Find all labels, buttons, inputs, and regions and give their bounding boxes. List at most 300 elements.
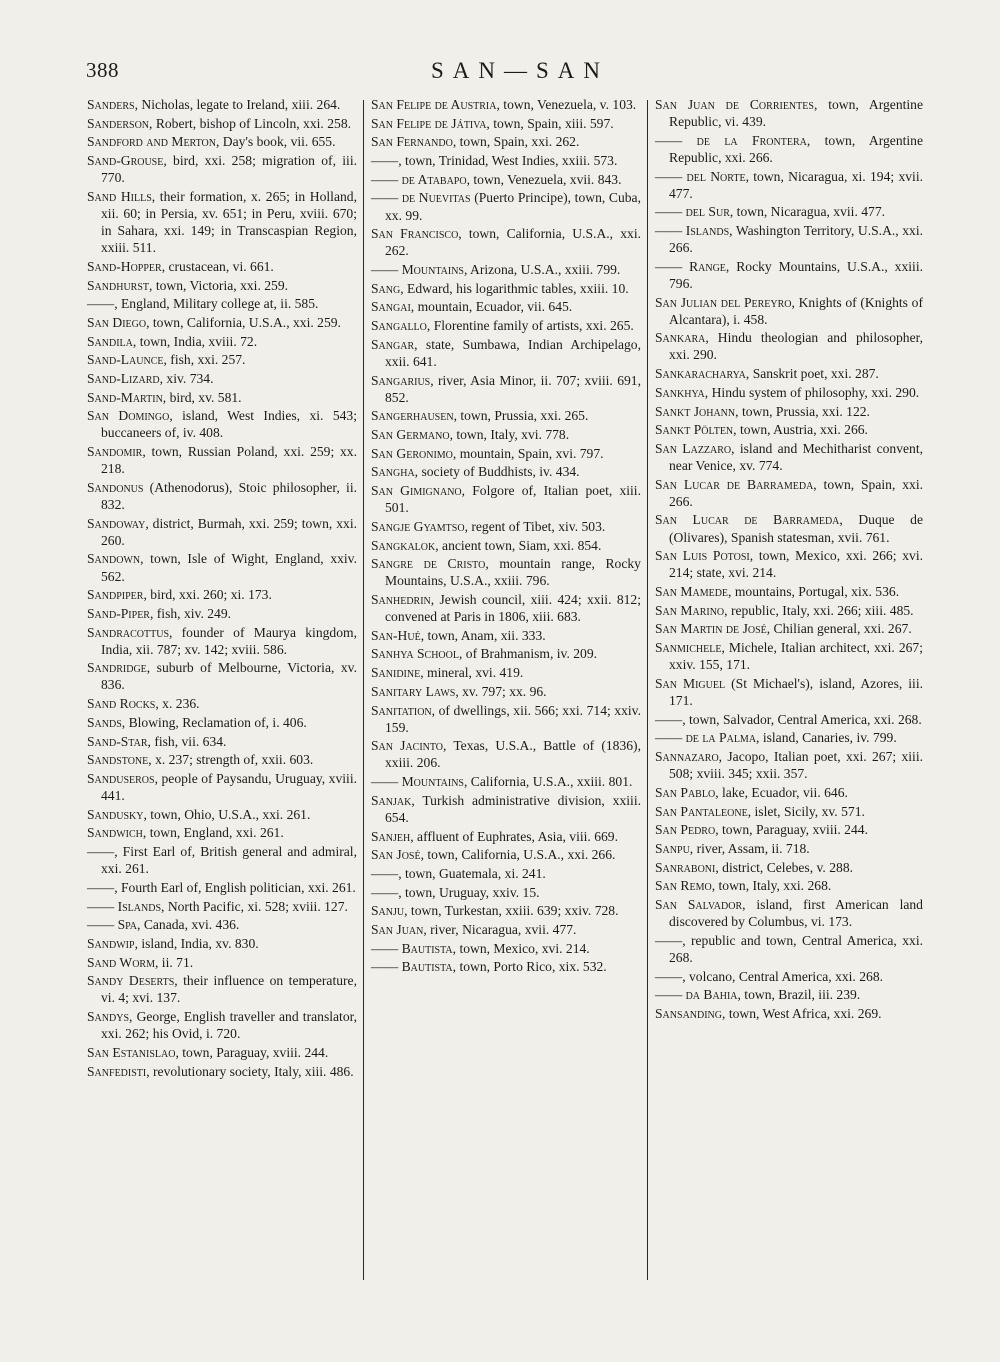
index-entry [87,714,357,731]
entry-reference: , town, Victoria, xxi. 259. [149,277,289,293]
entry-headword: —— de Nuevitas [371,190,471,206]
index-entry [87,843,357,877]
entry-headword: San Jacinto [371,738,444,754]
entry-headword: Sand-Star [87,733,148,749]
index-entry [655,96,923,130]
index-entry [371,664,641,681]
entry-reference: , town, Venezuela, xvii. 843. [466,171,622,187]
entry-headword: Sanju [371,903,405,919]
index-entry [371,828,641,845]
index-entry [87,258,357,275]
entry-headword: San Felipe de Játiva [371,115,487,131]
entry-reference: , town, West Africa, xxi. 269. [722,1005,882,1021]
index-entry [655,748,923,782]
entry-reference: , their formation, x. 265; in Holland, xii. 60; in Persia, xv. 651; in Peru, xviii. 670; in Sahara, xxi. 149; in Transcaspian Region, xxiii. 511. [101,188,357,256]
entry-headword: Sannazaro [655,749,719,765]
index-entry [371,463,641,480]
entry-reference: , x. 237; strength of, xxii. 603. [148,752,314,768]
index-entry [655,403,923,420]
entry-reference: , Blowing, Reclamation of, i. 406. [121,714,307,730]
entry-headword: Sand-Piper [87,605,150,621]
index-entry [371,846,641,863]
entry-headword: San Pedro [655,822,716,838]
index-entry [371,902,641,919]
entry-headword: Sandown [87,551,141,567]
entry-reference: , ii. 71. [155,954,194,970]
entry-reference: , Arizona, U.S.A., xxiii. 799. [463,262,621,277]
entry-headword: —— Range [655,258,726,274]
index-entry [87,188,357,256]
entry-reference: , town, Paraguay, xviii. 244. [175,1044,329,1060]
entry-reference: , Jacopo, Italian poet, xxi. 267; xiii. 508; xviii. 345; xxii. 357. [669,749,923,782]
entry-reference: , town, California, U.S.A., xxi. 259. [146,314,341,330]
running-head: SAN—SAN [430,58,610,83]
entry-reference: , bird, xxi. 260; xi. 173. [143,587,272,603]
entry-headword: Sandy Deserts [87,973,175,989]
index-entry [655,365,923,382]
entry-reference: , town, Italy, xxi. 268. [711,878,832,894]
entry-headword: San Julian del Pereyro [655,294,792,310]
entry-headword: Sanpu [655,840,690,856]
index-entry [87,659,357,693]
entry-headword: —— Bautista [371,959,453,975]
entry-reference: , First Earl of, British general and admiral, xxi. 261. [101,844,357,877]
entry-reference: , town, Nicaragua, xi. 194; xvii. 477. [669,168,923,201]
index-entry [87,550,357,584]
index-entry [371,171,641,188]
entry-reference: , mountain range, Rocky Mountains, U.S.A., xxiii. 796. [385,556,641,589]
entry-reference: , of Brahmanism, iv. 209. [458,646,598,662]
entry-headword: Sand-Launce [87,352,164,368]
index-entry [371,518,641,535]
entry-headword: —— [87,296,115,312]
index-entry [371,189,641,223]
entry-headword: —— [87,879,115,895]
index-entry [87,624,357,658]
index-entry [87,824,357,841]
index-entry [655,968,923,985]
entry-reference: , town, Spain, xxi. 266. [669,476,923,509]
index-entry [655,583,923,600]
entry-reference: , island, Canaries, iv. 799. [756,730,897,746]
entry-headword: San Pantaleone [655,803,748,819]
index-entry [87,751,357,768]
index-entry [655,639,923,673]
entry-reference: , town, Ohio, U.S.A., xxi. 261. [143,806,311,822]
entry-reference: (Athenodorus), Stoic philosopher, ii. 832. [101,479,357,512]
entry-reference: , town, California, U.S.A., xxi. 266. [420,847,616,863]
entry-headword: —— [655,968,683,984]
entry-reference: , republic and town, Central America, xxi. 268. [669,932,923,965]
index-entry [371,702,641,736]
entry-reference: , Nicholas, legate to Ireland, xiii. 264. [134,97,341,112]
entry-reference: , Chilian general, xxi. 267. [766,621,912,637]
entry-headword: Sanhedrin [371,592,431,607]
entry-headword: Sandhurst [87,277,150,293]
index-entry [655,711,923,728]
index-entry [371,940,641,957]
entry-reference: , x. 236. [155,696,200,712]
entry-headword: Sandila [87,333,133,349]
entry-reference: , bird, xv. 581. [162,389,242,405]
entry-reference: , Florentine family of artists, xxi. 265. [426,318,634,334]
entry-headword: Sandracottus [87,624,170,640]
entry-headword: Sandonus [87,479,144,495]
entry-headword: San Germano [371,427,450,442]
index-entry [371,921,641,938]
entry-headword: Sand-Martin [87,389,163,405]
entry-reference: , town, Argentine Republic, vi. 439. [669,97,923,130]
index-entry [87,586,357,603]
index-entry [655,132,923,166]
entry-headword: Sangre de Cristo [371,556,486,572]
entry-headword: San Lucar de Barrameda [655,476,814,492]
entry-headword: Sandwich [87,825,143,841]
index-entry [87,1008,357,1042]
entry-headword: San Lucar de Barrameda [655,512,840,528]
index-entry [655,258,923,292]
entry-headword: Sandomir [87,444,143,460]
entry-reference: , regent of Tibet, xiv. 503. [464,518,606,534]
entry-headword: —— Islands [87,898,162,914]
entry-headword: Sanraboni [655,859,716,875]
index-entry [371,336,641,370]
index-entry [371,152,641,169]
index-entry [371,407,641,424]
index-entry [371,958,641,975]
index-entry [655,294,923,328]
index-entry [87,351,357,368]
index-entry [655,675,923,709]
entry-reference: , Duque de (Olivares), Spanish statesman, xvii. 761. [669,512,923,545]
entry-headword: Sandusky [87,806,144,822]
entry-reference: , affluent of Euphrates, Asia, viii. 669. [410,828,619,844]
entry-reference: , islet, Sicily, xv. 571. [747,803,865,819]
entry-reference: (St Michael's), island, Azores, iii. 171. [669,675,923,708]
index-entry [655,729,923,746]
entry-headword: Sanjeh [371,828,411,844]
entry-headword: —— [655,932,683,948]
entry-headword: Sandpiper [87,587,144,603]
entry-reference: , river, Nicaragua, xvii. 477. [423,922,577,937]
entry-reference: , river, Asia Minor, ii. 707; xviii. 691, 852. [385,372,641,405]
index-entry [371,645,641,662]
index-entry [655,896,923,930]
entry-headword: —— [371,884,399,900]
entry-headword: —— Islands [655,223,730,239]
entry-headword: Sandwip [87,935,135,951]
index-entry [371,737,641,771]
entry-headword: Sanfedisti [87,1063,147,1079]
entry-headword: San Gimignano [371,483,462,499]
column-rule-2 [647,100,648,1280]
entry-headword: San Miguel [655,675,726,691]
column-rule-1 [363,100,364,1280]
entry-reference: , town, Brazil, iii. 239. [737,987,861,1003]
index-entry [87,898,357,915]
entry-headword: Sanders [87,97,135,112]
entry-reference: , their influence on temperature, vi. 4; xvi. 137. [101,973,357,1006]
index-entry [655,840,923,857]
entry-headword: San Felipe de Austria [371,97,497,112]
index-entry [371,865,641,882]
entry-headword: Sankara [655,330,706,346]
entry-headword: —— Mountains [371,774,464,790]
entry-reference: , Fourth Earl of, English politician, xxi. 261. [114,879,356,895]
entry-reference: , fish, xiv. 249. [149,605,232,621]
entry-headword: Sandoway [87,515,146,531]
index-entry [655,476,923,510]
entry-reference: , town, Trinidad, West Indies, xxiii. 573. [398,153,618,169]
index-entry [87,1063,357,1080]
entry-headword: —— Spa [87,917,138,933]
entry-reference: , island and Mechitharist convent, near Venice, xv. 774. [669,440,923,473]
entry-reference: , island, India, xv. 830. [134,935,259,951]
entry-reference: , revolutionary society, Italy, xiii. 486. [146,1063,354,1079]
entry-headword: —— da Bahia [655,987,738,1003]
entry-reference: , town, Russian Poland, xxi. 259; xx. 218. [101,444,357,477]
entry-headword: Sanhya School [371,646,459,662]
index-entry [87,972,357,1006]
index-entry [87,115,357,132]
index-entry [371,792,641,826]
entry-reference: , Hindu system of philosophy, xxi. 290. [704,384,920,400]
entry-reference: , mountain, Spain, xvi. 797. [452,445,604,461]
entry-reference: , town, Spain, xiii. 597. [486,115,614,131]
index-entry [371,115,641,132]
entry-reference: , suburb of Melbourne, Victoria, xv. 836. [101,660,357,693]
entry-reference: , Texas, U.S.A., Battle of (1836), xxiii. 206. [385,738,641,771]
entry-reference: , Jewish council, xiii. 424; xxii. 812; convened at Paris in 1806, xiii. 683. [385,592,641,625]
entry-headword: San Francisco [371,226,459,242]
index-entry [655,511,923,545]
entry-reference: , town, Isle of Wight, England, xxiv. 562. [101,551,357,584]
index-entry [87,407,357,441]
entry-reference: , lake, Ecuador, vii. 646. [715,784,848,800]
entry-reference: , Sanskrit poet, xxi. 287. [745,366,879,382]
entry-reference: (Puerto Principe), town, Cuba, xx. 99. [385,190,641,223]
index-entry [87,152,357,186]
entry-reference: , island, first American land discovered by Columbus, vi. 173. [669,896,923,930]
index-entry [87,133,357,150]
entry-headword: Sangai [371,299,411,315]
index-column-3 [655,96,923,1024]
entry-reference: , Turkish administrative division, xxiii. 654. [385,792,641,825]
index-entry [371,884,641,901]
entry-reference: , fish, vii. 634. [147,733,227,749]
index-entry [655,168,923,202]
index-column-1 [87,96,357,1081]
index-entry [655,222,923,256]
entry-headword: Sankt Pölten [655,422,734,438]
entry-reference: , town, Guatemala, xi. 241. [398,865,546,881]
entry-reference: , George, English traveller and translator, xxi. 262; his Ovid, i. 720. [101,1009,357,1042]
entry-reference: , crustacean, vi. 661. [161,258,274,274]
entry-headword: San Salvador [655,896,743,912]
entry-reference: , society of Buddhists, iv. 434. [414,464,580,480]
index-entry [655,821,923,838]
index-entry [655,986,923,1003]
index-entry [87,806,357,823]
entry-headword: —— del Sur [655,204,730,220]
entry-headword: San Remo [655,878,712,894]
entry-headword: Sandys [87,1009,130,1025]
entry-headword: —— [87,844,115,860]
entry-reference: , town, Argentine Republic, xxi. 266. [669,132,923,165]
entry-reference: , Washington Territory, U.S.A., xxi. 266. [669,223,923,256]
entry-reference: , Canada, xvi. 436. [137,917,240,933]
index-entry [87,605,357,622]
index-entry [371,773,641,790]
index-entry [371,298,641,315]
entry-headword: San José [371,847,421,863]
entry-reference: , mountains, Portugal, xix. 536. [728,584,900,600]
entry-headword: Sankaracharya [655,366,746,382]
entry-headword: —— del Norte [655,168,746,184]
entry-reference: , California, U.S.A., xxiii. 801. [463,774,633,790]
index-entry [655,440,923,474]
entry-reference: , town, California, U.S.A., xxi. 262. [385,226,641,259]
index-entry [87,389,357,406]
index-entry [87,443,357,477]
index-entry [371,225,641,259]
index-entry [371,426,641,443]
entry-reference: , Michele, Italian architect, xxi. 267; xxiv. 155, 171. [669,640,923,673]
index-entry [371,482,641,516]
entry-reference: , town, Mexico, xvi. 214. [452,940,590,956]
entry-reference: , town, Prussia, xxi. 122. [735,403,870,419]
entry-reference: , people of Paysandu, Uruguay, xviii. 441. [101,770,357,803]
entry-headword: Sangha [371,464,415,480]
index-entry [655,784,923,801]
entry-headword: Sandstone [87,752,149,768]
entry-reference: , town, Nicaragua, xvii. 477. [729,204,886,220]
index-entry [371,280,641,297]
index-entry [371,627,641,644]
entry-headword: Sanidine [371,665,421,681]
entry-reference: , town, Prussia, xxi. 265. [453,408,589,424]
entry-headword: San Pablo [655,784,716,800]
entry-reference: , town, Salvador, Central America, xxi. 268. [682,711,922,727]
index-entry [87,770,357,804]
index-entry [371,537,641,554]
entry-reference: , island, West Indies, xi. 543; buccaneers of, iv. 408. [101,408,357,441]
entry-reference: , district, Celebes, v. 288. [715,859,854,875]
entry-reference: , town, Mexico, xxi. 266; xvi. 214; state, xvi. 214. [669,548,923,581]
index-entry [655,384,923,401]
entry-reference: , Hindu theologian and philosopher, xxi. 290. [669,330,923,363]
entry-reference: , fish, xxi. 257. [163,352,246,368]
index-entry [87,935,357,952]
entry-reference: , Folgore of, Italian poet, xiii. 501. [385,483,641,516]
index-entry [371,445,641,462]
entry-headword: —— Mountains [371,262,464,277]
entry-headword: Sangarius [371,372,431,388]
entry-headword: San Mamede [655,584,729,600]
entry-reference: , ancient town, Siam, xxi. 854. [435,537,602,553]
entry-reference: , North Pacific, xi. 528; xviii. 127. [161,898,348,914]
entry-reference: , Robert, bishop of Lincoln, xxi. 258. [149,115,352,131]
index-entry [655,203,923,220]
entry-reference: , Knights of (Knights of Alcantara), i. 458. [669,294,923,327]
entry-reference: , town, Anam, xii. 333. [420,627,546,643]
entry-reference: , England, Military college at, ii. 585. [114,296,319,312]
index-entry [87,916,357,933]
entry-reference: , bird, xxi. 258; migration of, iii. 770. [101,153,357,186]
index-entry [371,555,641,589]
entry-headword: Sangallo [371,318,427,334]
entry-headword: San Fernando [371,134,453,150]
entry-headword: Sanmichele [655,640,722,656]
entry-headword: Sanitary Laws [371,683,456,699]
index-entry [655,547,923,581]
entry-headword: San Geronimo [371,445,453,461]
entry-reference: , town, Spain, xxi. 262. [452,134,580,150]
entry-reference: , town, Austria, xxi. 266. [733,422,868,438]
index-entry [655,1005,923,1022]
index-entry [87,954,357,971]
index-entry [655,859,923,876]
index-entry [655,620,923,637]
entry-reference: , town, Uruguay, xxiv. 15. [398,884,540,900]
entry-reference: , republic, Italy, xxi. 266; xiii. 485. [724,602,914,618]
index-entry [655,421,923,438]
index-entry [87,96,357,113]
index-entry [371,317,641,334]
entry-headword: Sangerhausen [371,408,454,424]
index-entry [87,733,357,750]
entry-reference: , xiv. 734. [159,370,214,386]
entry-headword: San Juan de Corrientes [655,97,814,112]
entry-reference: , mountain, Ecuador, vii. 645. [410,299,573,315]
entry-headword: Sand-Lizard [87,370,160,386]
entry-headword: Sanjak [371,792,412,808]
index-entry [371,683,641,700]
index-entry [87,515,357,549]
page-number: 388 [86,58,119,82]
entry-reference: , town, Paraguay, xviii. 244. [715,822,868,838]
entry-reference: , of dwellings, xii. 566; xxi. 714; xxiv. 159. [385,702,641,735]
entry-headword: San Estanislao [87,1044,176,1060]
entry-reference: , state, Sumbawa, Indian Archipelago, xxii. 641. [385,336,641,369]
entry-headword: Sand Worm [87,954,155,970]
entry-reference: , town, Venezuela, v. 103. [496,97,637,112]
entry-headword: —— de Atabapo [371,171,467,187]
entry-reference: , Day's book, vii. 655. [216,134,336,150]
entry-headword: Sanduseros [87,770,155,786]
entry-headword: Sangar [371,336,415,352]
entry-reference: , town, England, xxi. 261. [142,825,284,841]
entry-headword: —— [371,865,399,881]
entry-headword: —— de la Palma [655,730,757,746]
entry-reference: , xv. 797; xx. 96. [455,683,547,699]
entry-headword: —— Bautista [371,940,453,956]
entry-reference: , Edward, his logarithmic tables, xxiii. 10. [400,280,629,296]
index-entry [87,370,357,387]
entry-headword: Sands [87,714,122,730]
index-entry [87,333,357,350]
entry-headword: San Martin de José [655,621,767,637]
entry-headword: Sankt Johann [655,403,736,419]
index-entry [655,602,923,619]
index-entry [87,879,357,896]
entry-headword: —— [655,711,683,727]
entry-reference: , mineral, xvi. 419. [420,665,524,681]
entry-headword: Sanitation [371,702,432,718]
entry-headword: —— de la Frontera [655,132,807,148]
index-entry [655,803,923,820]
entry-headword: Sangje Gyamtso [371,518,465,534]
